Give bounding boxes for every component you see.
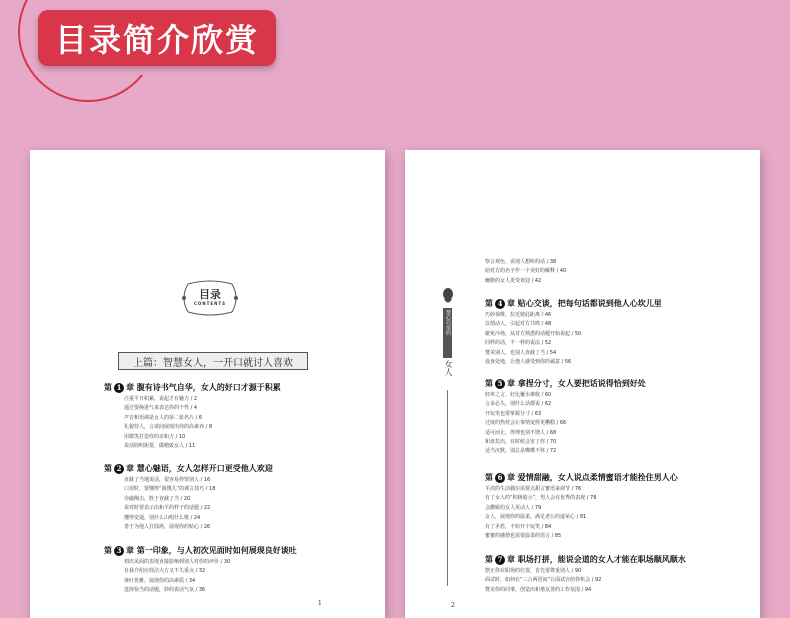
list-item[interactable]: 蜜蜜的感情也需要温柔的语言 / 85 bbox=[485, 533, 562, 540]
chapter-suffix: 章 bbox=[507, 472, 515, 482]
list-item[interactable]: 有了矛盾，不妨开个玩笑 / 84 bbox=[485, 523, 552, 530]
toc-title: 目录 bbox=[199, 288, 221, 301]
chapter-number: 2 bbox=[114, 464, 124, 474]
chapter-prefix: 第 bbox=[485, 378, 493, 388]
right-page bbox=[405, 150, 760, 618]
entry-list bbox=[124, 395, 212, 451]
chapter-heading[interactable] bbox=[104, 382, 281, 393]
list-item[interactable]: 巧妙恭维，拉近彼此距离 / 46 bbox=[485, 312, 552, 318]
side-label-bar-text: 慧心巧语的 bbox=[445, 310, 451, 335]
list-item[interactable]: 开玩笑也要掌握分寸 / 63 bbox=[485, 410, 542, 417]
chapter-number: 6 bbox=[495, 473, 505, 483]
chapter-prefix: 第 bbox=[485, 472, 493, 482]
chapter-title: 拿捏分寸，女人要把话说得恰到好处 bbox=[517, 378, 646, 388]
list-item[interactable]: 注重平日积累，说起才有魅力 / 2 bbox=[124, 396, 198, 402]
chapter-prefix: 第 bbox=[104, 463, 112, 473]
list-item[interactable]: 用微笑打造你的亲和力 / 10 bbox=[124, 433, 186, 440]
chapter-heading[interactable] bbox=[485, 554, 686, 565]
list-item[interactable]: 说对时要表示出和平的样子的话题 / 22 bbox=[124, 505, 211, 512]
list-item[interactable]: 选择恰当的话题，妙的说话气氛 / 36 bbox=[124, 587, 206, 594]
entry-list bbox=[124, 476, 215, 532]
list-item[interactable]: 摆正你在职场的位置，首先要尊重别人 / 90 bbox=[485, 568, 582, 574]
chapter-number: 5 bbox=[495, 379, 505, 389]
chapter-number: 1 bbox=[114, 383, 124, 393]
list-item[interactable]: 口误时，要懂得“圆傻儿”的调言技巧 / 18 bbox=[124, 486, 216, 493]
chapter-suffix: 章 bbox=[507, 554, 515, 564]
chapter-heading[interactable] bbox=[104, 545, 297, 556]
chapter-title: 贴心交谈，把每句话都说到他人心坎儿里 bbox=[517, 298, 662, 308]
list-item[interactable]: 有了女人的“积极暗示”，男人会有优秀的表现 / 78 bbox=[485, 495, 597, 502]
chapter-heading[interactable] bbox=[485, 472, 678, 483]
entry-list bbox=[124, 558, 230, 596]
list-item[interactable]: 会撒娇的女人更动人 / 79 bbox=[485, 504, 542, 511]
chapter-title: 爱情甜融，女人说点柔情蜜语才能拴住男人心 bbox=[517, 472, 678, 482]
entry-list bbox=[485, 391, 566, 457]
list-item[interactable]: 说话简明扼要，做精致女人 / 11 bbox=[124, 443, 196, 450]
chapter-prefix: 第 bbox=[485, 298, 493, 308]
page-number: 2 bbox=[451, 602, 455, 609]
list-item[interactable]: 察言观色，说别人想听的话 / 38 bbox=[485, 259, 557, 265]
list-item[interactable]: 适可而止，得理也别不饶人 / 68 bbox=[485, 429, 557, 436]
toc-subtitle: CONTENTS bbox=[193, 301, 227, 306]
side-label-text: 女人 bbox=[444, 360, 453, 376]
chapter-heading[interactable] bbox=[485, 378, 646, 389]
list-item[interactable]: 给对方的名字作一个美好的解释 / 40 bbox=[485, 268, 567, 275]
chapter-prefix: 第 bbox=[485, 554, 493, 564]
chapter-title: 职场打拼，能说会道的女人才能在职场顺风顺水 bbox=[517, 554, 686, 564]
list-item[interactable]: 言多必失，别什么话都说 / 62 bbox=[485, 401, 552, 408]
chapter-prefix: 第 bbox=[104, 382, 112, 392]
entry-list bbox=[485, 485, 596, 541]
list-item[interactable]: 女人，展现你的温柔，满足老公的虚荣心 / 81 bbox=[485, 514, 587, 521]
list-item[interactable]: 声音和语调是女人的第二张名片 / 6 bbox=[124, 414, 203, 421]
side-divider bbox=[447, 390, 448, 586]
part-title: 上篇：智慧女人，一开口就讨人喜欢 bbox=[118, 352, 308, 370]
list-item[interactable]: 幽默的女人更受欢迎 / 42 bbox=[485, 277, 542, 284]
chapter-suffix: 章 bbox=[507, 378, 515, 388]
woman-silhouette-icon bbox=[441, 288, 455, 306]
list-item[interactable]: 和盘托出，有时候会害了你 / 70 bbox=[485, 439, 557, 446]
list-item[interactable]: 谈吐优雅，展现你的高素质 / 34 bbox=[124, 577, 196, 584]
list-item[interactable]: 适当沉默，别总是喋喋不休 / 72 bbox=[485, 448, 557, 455]
chapter-suffix: 章 bbox=[126, 545, 134, 555]
chapter-title: 第一印象，与人初次见面时如何展现良好谈吐 bbox=[136, 545, 297, 555]
chapter-title: 慧心魅语，女人怎样开口更受他人欢迎 bbox=[136, 463, 273, 473]
chapter-number: 4 bbox=[495, 299, 505, 309]
toc-heading bbox=[178, 278, 242, 318]
chapter-heading[interactable] bbox=[485, 298, 662, 309]
list-item[interactable]: 善于为他人打圆场，展现你的贴心 / 26 bbox=[124, 524, 211, 531]
chapter-number: 7 bbox=[495, 555, 505, 565]
list-item[interactable]: 初次见面的表现直接影响到别人对你的评价 / 30 bbox=[124, 559, 231, 565]
chapter-suffix: 章 bbox=[126, 463, 134, 473]
chapter-prefix: 第 bbox=[104, 545, 112, 555]
chapter-suffix: 章 bbox=[126, 382, 134, 392]
list-item[interactable]: 设身处地，让他人感受到你的诚意 / 56 bbox=[485, 359, 572, 366]
page-number: 1 bbox=[318, 600, 322, 607]
list-item[interactable]: 以情动人，引起对方共鸣 / 48 bbox=[485, 321, 552, 328]
entry-list bbox=[485, 311, 581, 367]
chapter-suffix: 章 bbox=[507, 298, 515, 308]
list-item[interactable]: 赞美你的同事，创造出和谐友善的工作氛围 / 94 bbox=[485, 586, 592, 593]
list-item[interactable]: 礼貌待人，言谈间展现出你的高素养 / 8 bbox=[124, 424, 213, 431]
list-item[interactable]: 避免冷场，从对方熟悉的话题开始说起 / 50 bbox=[485, 330, 582, 337]
chapter-number: 3 bbox=[114, 546, 124, 556]
side-label bbox=[441, 292, 455, 588]
list-item[interactable]: 同样的话，不一样的说法 / 52 bbox=[485, 340, 552, 347]
entry-list bbox=[485, 567, 601, 595]
list-item[interactable]: 懂得变通，别什么山唱什么歌 / 24 bbox=[124, 514, 201, 521]
left-page bbox=[30, 150, 385, 618]
list-item[interactable]: 旁敲侧击，胜于直截了当 / 20 bbox=[124, 495, 191, 502]
list-item[interactable]: 通过要换进气来表达你的个性 / 4 bbox=[124, 405, 198, 412]
entry-list bbox=[485, 258, 566, 286]
chapter-heading[interactable] bbox=[104, 463, 273, 474]
banner-title: 目录简介欣赏 bbox=[38, 10, 276, 66]
list-item[interactable]: 轻率之言，好比覆水难收 / 60 bbox=[485, 392, 552, 398]
list-item[interactable]: 自我介绍应简洁大方又不失重点 / 32 bbox=[124, 568, 206, 575]
list-item[interactable]: 直截了当地说话，很容易得罪别人 / 16 bbox=[124, 477, 211, 483]
list-item[interactable]: 平淡的生活偶尔需要点甜言蜜语来调节 / 76 bbox=[485, 486, 582, 492]
chapter-title: 腹有诗书气自华，女人的好口才源于积累 bbox=[136, 382, 281, 392]
list-item[interactable]: 面试时，如何在“三言两语间”让面试官给你机会 / 92 bbox=[485, 577, 602, 584]
list-item[interactable]: 赞美别人，也别人直截了当 / 54 bbox=[485, 349, 557, 356]
list-item[interactable]: 过度的热忱会让事情变得更糟糕 / 66 bbox=[485, 420, 567, 427]
